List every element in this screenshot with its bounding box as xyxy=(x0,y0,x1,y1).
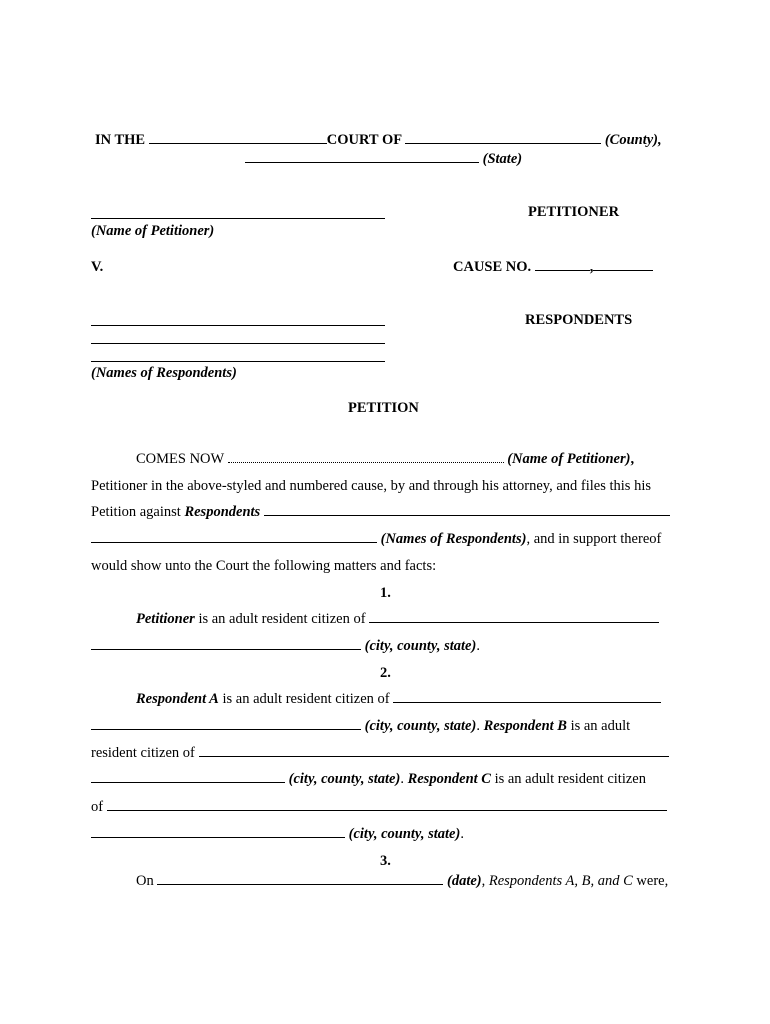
section-2-line-2 xyxy=(91,717,630,735)
section-1-period: . xyxy=(476,638,480,654)
versus-label: V. xyxy=(91,259,104,275)
court-name-blank[interactable] xyxy=(149,131,327,144)
respondent-names-blank-1[interactable] xyxy=(264,503,670,516)
county-blank[interactable] xyxy=(405,131,601,144)
section-2-period-c: . xyxy=(460,826,464,842)
respondent-name-line-3[interactable] xyxy=(91,361,385,362)
section-2-city-county-state-b: (city, county, state) xyxy=(288,771,401,787)
section-3-line-1: On (date), Respondents A, B, and C were, xyxy=(136,873,669,889)
respondents-label: RESPONDENTS xyxy=(525,312,633,328)
comes-now-line xyxy=(136,450,634,468)
date-label: (date) xyxy=(446,873,482,889)
in-the-label: IN THE xyxy=(95,132,146,148)
names-respondents-line xyxy=(91,530,661,548)
petitioner-label: PETITIONER xyxy=(528,204,620,220)
body-line-4: would show unto the Court the following matters and facts: xyxy=(91,558,437,574)
respondent-a-residence-blank-2[interactable] xyxy=(91,717,361,730)
respondent-a-term: Respondent A xyxy=(136,691,219,707)
section-3-on: On xyxy=(136,873,154,889)
section-2-period-a: . xyxy=(476,718,480,734)
respondent-c-residence-blank-1[interactable] xyxy=(107,798,667,811)
respondents-abc-term: Respondents A, B, and C xyxy=(488,873,633,889)
court-of-label: COURT OF xyxy=(326,132,402,148)
support-text: , and in support thereof xyxy=(526,531,662,547)
respondent-name-line-2[interactable] xyxy=(91,343,385,344)
cause-no-separator: , xyxy=(589,259,594,275)
body-names-of-respondents: (Names of Respondents) xyxy=(380,531,527,547)
body-line-1: Petitioner in the above-styled and numbered cause, by and through his attorney, and files this his xyxy=(91,478,651,494)
section-2-line-5 xyxy=(91,798,667,816)
section-1-line-2 xyxy=(91,637,480,655)
petition-against-text: Petition against xyxy=(91,504,181,520)
section-2-resident-citizen-of: resident citizen of xyxy=(91,745,195,761)
date-blank[interactable] xyxy=(157,872,443,885)
section-2-number: 2. xyxy=(380,665,391,681)
document-title: PETITION xyxy=(348,400,419,416)
cause-no-blank-2[interactable] xyxy=(593,258,653,271)
name-of-petitioner-label: (Name of Petitioner) xyxy=(91,223,215,239)
section-1-city-county-state: (city, county, state) xyxy=(364,638,477,654)
section-2-line-6 xyxy=(91,825,464,843)
section-3-were: were, xyxy=(632,873,669,889)
section-2-city-county-state-a: (city, county, state) xyxy=(364,718,477,734)
respondent-b-residence-blank-2[interactable] xyxy=(91,770,285,783)
respondent-name-line-1[interactable] xyxy=(91,325,385,326)
respondent-names-blank-2[interactable] xyxy=(91,530,377,543)
section-2-line-4 xyxy=(91,770,646,788)
petitioner-name-line[interactable] xyxy=(91,218,385,219)
petitioner-term: Petitioner xyxy=(136,611,195,627)
section-3-number: 3. xyxy=(380,853,391,869)
respondents-term: Respondents xyxy=(184,504,261,520)
section-2-is-an-adult: is an adult xyxy=(566,718,631,734)
section-2-city-county-state-c: (city, county, state) xyxy=(348,826,461,842)
petitioner-name-blank[interactable] xyxy=(228,450,504,463)
respondent-c-term: Respondent C xyxy=(407,771,491,787)
respondent-a-residence-blank-1[interactable] xyxy=(393,690,661,703)
cause-number-line xyxy=(453,258,653,276)
cause-no-label: CAUSE NO. xyxy=(453,259,532,275)
respondent-b-residence-blank-1[interactable] xyxy=(199,744,669,757)
section-2-adult-resident-citizen: is an adult resident citizen xyxy=(490,771,646,787)
respondent-c-residence-blank-2[interactable] xyxy=(91,825,345,838)
respondent-b-term: Respondent B xyxy=(483,718,567,734)
state-line xyxy=(245,150,522,168)
section-2-line-3 xyxy=(91,744,669,762)
state-blank[interactable] xyxy=(245,150,479,163)
petitioner-residence-blank-2[interactable] xyxy=(91,637,361,650)
section-2-period-b: . xyxy=(400,771,404,787)
county-label: (County), xyxy=(604,132,662,148)
petitioner-residence-blank-1[interactable] xyxy=(369,610,659,623)
section-2-resident-text: is an adult resident citizen of xyxy=(218,691,390,707)
cause-no-blank-1[interactable] xyxy=(535,258,590,271)
state-label: (State) xyxy=(482,151,523,167)
section-2-of: of xyxy=(91,799,104,815)
section-1-number: 1. xyxy=(380,585,391,601)
comes-now-text: COMES NOW xyxy=(136,451,224,467)
names-of-respondents-label: (Names of Respondents) xyxy=(91,365,237,381)
comes-now-comma: , xyxy=(630,451,635,467)
section-1-resident-text: is an adult resident citizen of xyxy=(194,611,366,627)
section-2-line-1 xyxy=(136,690,661,708)
body-name-of-petitioner: (Name of Petitioner) xyxy=(507,451,631,467)
section-1-line-1 xyxy=(136,610,659,628)
court-heading-line xyxy=(95,131,662,149)
petition-against-line xyxy=(91,503,670,521)
